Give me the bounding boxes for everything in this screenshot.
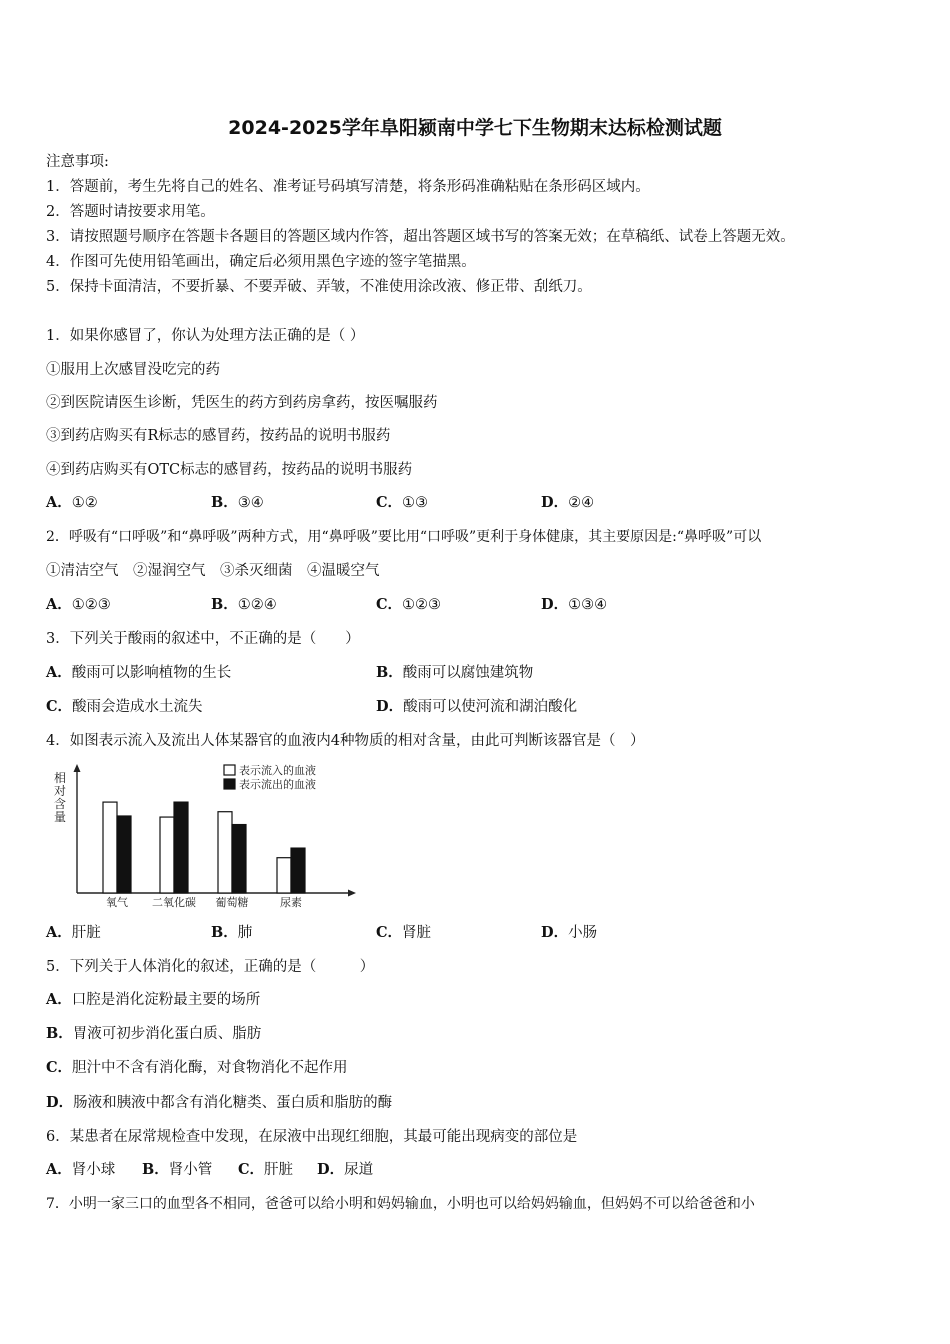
q4-option-a[interactable]: A．肝脏 xyxy=(46,924,101,941)
q1-option-c[interactable]: C．①③ xyxy=(376,494,429,511)
x-tick-label-4: 尿素 xyxy=(280,896,302,909)
x-axis-arrow xyxy=(348,890,356,897)
bar-in-3 xyxy=(218,812,232,893)
y-axis-arrow xyxy=(74,764,81,772)
q3-option-a[interactable]: A．酸雨可以影响植物的生长 xyxy=(46,664,232,681)
q5-stem: 5．下列关于人体消化的叙述，正确的是（ ） xyxy=(46,959,375,975)
q1-option-a[interactable]: A．①② xyxy=(46,494,98,511)
q2-option-c[interactable]: C．①②③ xyxy=(376,596,442,613)
q5-option-d[interactable]: D．肠液和胰液中都含有消化糖类、蛋白质和脂肪的酶 xyxy=(46,1094,393,1111)
q1-item-4: ④到药店购买有OTC标志的感冒药，按药品的说明书服药 xyxy=(46,462,413,478)
q2-option-a[interactable]: A．①②③ xyxy=(46,596,111,613)
q5-option-c[interactable]: C．胆汁中不含有消化酶，对食物消化不起作用 xyxy=(46,1059,348,1076)
q1-item-3: ③到药店购买有R标志的感冒药，按药品的说明书服药 xyxy=(46,428,391,444)
q1-item-2: ②到医院请医生诊断，凭医生的药方到药房拿药，按医嘱服药 xyxy=(46,395,438,411)
exam-title: 2024-2025学年阜阳颍南中学七下生物期末达标检测试题 xyxy=(228,117,722,139)
notice-item-2: 2．答题时请按要求用笔。 xyxy=(46,204,215,220)
q6-option-c[interactable]: C．肝脏 xyxy=(238,1161,294,1178)
q3-stem: 3．下列关于酸雨的叙述中，不正确的是（ ） xyxy=(46,631,360,647)
q5-option-a[interactable]: A．口腔是消化淀粉最主要的场所 xyxy=(46,991,261,1008)
q6-option-b[interactable]: B．肾小管 xyxy=(142,1161,213,1178)
legend-label-out: 表示流出的血液 xyxy=(239,778,316,791)
bar-in-1 xyxy=(103,802,117,893)
bar-out-3 xyxy=(232,825,246,893)
x-tick-label-2: 二氧化碳 xyxy=(152,896,196,909)
q2-stem: 2．呼吸有“口呼吸”和“鼻呼吸”两种方式，用“鼻呼吸”要比用“口呼吸”更利于身体健康，其主要原因是:“鼻呼吸”可以 xyxy=(46,529,762,545)
legend-swatch-in xyxy=(224,765,235,775)
q1-option-b[interactable]: B．③④ xyxy=(211,494,264,511)
notice-item-4: 4．作图可先使用铅笔画出，确定后必须用黑色字迹的签字笔描黑。 xyxy=(46,254,476,270)
q4-stem: 4．如图表示流入及流出人体某器官的血液内4种物质的相对含量，由此可判断该器官是（ ） xyxy=(46,733,645,749)
bar-in-4 xyxy=(277,858,291,893)
q1-option-d[interactable]: D．②④ xyxy=(541,494,595,511)
q3-option-c[interactable]: C．酸雨会造成水土流失 xyxy=(46,698,203,715)
notice-heading: 注意事项: xyxy=(46,154,109,170)
q6-option-d[interactable]: D．尿道 xyxy=(317,1161,374,1178)
q6-stem: 6．某患者在尿常规检查中发现，在尿液中出现红细胞，其最可能出现病变的部位是 xyxy=(46,1129,578,1145)
x-tick-label-1: 氧气 xyxy=(106,896,128,909)
blood-substance-chart xyxy=(46,760,361,912)
q4-option-d[interactable]: D．小肠 xyxy=(541,924,598,941)
bar-out-1 xyxy=(117,816,131,893)
q4-option-c[interactable]: C．肾脏 xyxy=(376,924,432,941)
legend-swatch-out xyxy=(224,779,235,789)
q2-option-b[interactable]: B．①②④ xyxy=(211,596,277,613)
y-axis-label xyxy=(54,770,66,824)
q7-stem: 7．小明一家三口的血型各不相同，爸爸可以给小明和妈妈输血，小明也可以给妈妈输血，但妈妈不可以给爸爸和小 xyxy=(46,1196,755,1212)
notice-item-5: 5．保持卡面清洁，不要折暴、不要弄破、弄皱，不准使用涂改液、修正带、刮纸刀。 xyxy=(46,279,592,295)
bar-out-4 xyxy=(291,848,305,893)
q3-option-d[interactable]: D．酸雨可以使河流和湖泊酸化 xyxy=(376,698,578,715)
q1-item-1: ①服用上次感冒没吃完的药 xyxy=(46,362,220,378)
q2-items: ①清洁空气 ②湿润空气 ③杀灭细菌 ④温暖空气 xyxy=(46,563,380,579)
y-axis-label-text: 相对含量 xyxy=(53,771,67,824)
q5-option-b[interactable]: B．胃液可初步消化蛋白质、脂肪 xyxy=(46,1025,262,1042)
q2-option-d[interactable]: D．①③④ xyxy=(541,596,608,613)
q1-stem: 1．如果你感冒了，你认为处理方法正确的是（ ） xyxy=(46,328,365,344)
legend-label-in: 表示流入的血液 xyxy=(239,764,316,777)
notice-item-3: 3．请按照题号顺序在答题卡各题目的答题区域内作答，超出答题区域书写的答案无效；在草稿纸、试卷上答题无效。 xyxy=(46,229,795,245)
x-tick-label-3: 葡萄糖 xyxy=(215,896,249,909)
q4-option-b[interactable]: B．肺 xyxy=(211,924,253,941)
notice-item-1: 1．答题前，考生先将自己的姓名、准考证号码填写清楚，将条形码准确粘贴在条形码区域内。 xyxy=(46,179,650,195)
bar-out-2 xyxy=(174,802,188,893)
q6-option-a[interactable]: A．肾小球 xyxy=(46,1161,116,1178)
q3-option-b[interactable]: B．酸雨可以腐蚀建筑物 xyxy=(376,664,534,681)
bar-in-2 xyxy=(160,817,174,893)
